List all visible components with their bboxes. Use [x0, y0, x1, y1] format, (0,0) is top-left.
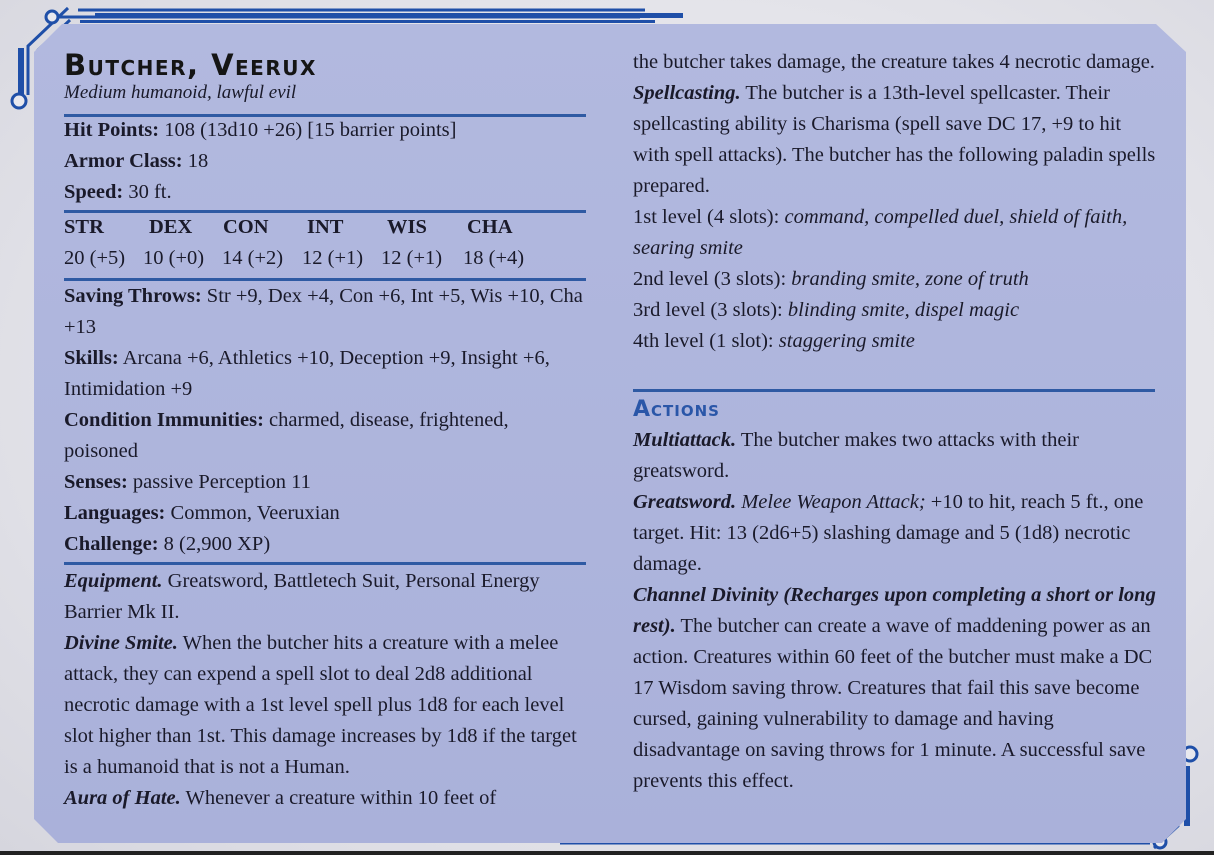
monster-meta: Medium humanoid, lawful evil: [64, 82, 297, 103]
basic-stats: [64, 115, 586, 208]
skills: Skills: Arcana +6, Athletics +10, Deception +9, Insight +6, Intimidation +9: [64, 347, 550, 400]
ability-header: DEX: [149, 216, 193, 238]
saving-throws: Saving Throws: Str +9, Dex +4, Con +6, Int +5, Wis +10, Cha +13: [64, 285, 583, 338]
armor-class: Armor Class: 18: [64, 150, 209, 172]
trait-aura-continued: the butcher takes damage, the creature takes 4 necrotic damage.: [633, 51, 1155, 73]
challenge: Challenge: 8 (2,900 XP): [64, 533, 271, 555]
action-greatsword: Greatsword. Melee Weapon Attack; +10 to hit, reach 5 ft., one target. Hit: 13 (2d6+5) slashing damage and 5 (1d8) necrotic damage.: [633, 491, 1144, 575]
ability-value: 20 (+5): [64, 247, 126, 269]
senses: Senses: passive Perception 11: [64, 471, 311, 493]
ability-value: 10 (+0): [143, 247, 205, 269]
details: [64, 281, 586, 560]
monster-name: Butcher, Veerux: [64, 48, 317, 82]
trait-equipment: Equipment. Greatsword, Battletech Suit, Personal Energy Barrier Mk II.: [64, 570, 540, 623]
ability-header: STR: [64, 216, 104, 238]
action-multiattack: Multiattack. The butcher makes two attacks with their greatsword.: [633, 429, 1079, 482]
spell-level: 3rd level (3 slots): blinding smite, dispel magic: [633, 299, 1020, 321]
condition-immunities: Condition Immunities: charmed, disease, frightened, poisoned: [64, 409, 509, 462]
ability-value: 12 (+1): [381, 247, 443, 269]
action-channel-divinity: Channel Divinity (Recharges upon completing a short or long rest). The butcher can create a wave of maddening power as an action. Creatures within 60 feet of the butcher must make a DC 17 Wisdom saving throw. Creatures that fail this save become cursed, gaining vulnerability to damage and having disadvantage on saving throws for 1 minute. A successful save prevents this effect.: [633, 584, 1156, 792]
traits: [64, 566, 586, 814]
speed: Speed: 30 ft.: [64, 181, 172, 203]
actions-title: Actions: [633, 397, 720, 422]
trait-divine-smite: Divine Smite. When the butcher hits a creature with a melee attack, they can expend a spell slot to deal 2d8 additional necrotic damage with a 1st level spell plus 1d8 for each level slot higher than 1st. This damage increases by 1d8 if the target is a humanoid that is not a Human.: [64, 632, 577, 778]
ability-value: 14 (+2): [222, 247, 284, 269]
ability-value: 12 (+1): [302, 247, 364, 269]
ability-header: CHA: [467, 216, 513, 238]
divider: [64, 562, 586, 565]
spell-level: 1st level (4 slots): command, compelled duel, shield of faith, searing smite: [633, 206, 1128, 259]
trait-spellcasting: Spellcasting. The butcher is a 13th-level spellcaster. Their spellcasting ability is Charisma (spell save DC 17, +9 to hit with spell attacks). The butcher has the following paladin spells prepared.: [633, 82, 1156, 197]
spell-level: 4th level (1 slot): staggering smite: [633, 330, 915, 352]
ability-value: 18 (+4): [463, 247, 525, 269]
hit-points: Hit Points: 108 (13d10 +26) [15 barrier points]: [64, 119, 457, 141]
ability-scores: [64, 212, 584, 276]
ability-header: WIS: [387, 216, 427, 238]
traits-continued: [633, 47, 1158, 357]
trait-aura-of-hate: Aura of Hate. Whenever a creature within 10 feet of: [64, 787, 497, 809]
divider: [633, 389, 1155, 392]
languages: Languages: Common, Veeruxian: [64, 502, 340, 524]
actions-section: [633, 394, 1158, 797]
ability-header: CON: [223, 216, 269, 238]
spell-level: 2nd level (3 slots): branding smite, zone of truth: [633, 268, 1029, 290]
ability-header: INT: [307, 216, 344, 238]
